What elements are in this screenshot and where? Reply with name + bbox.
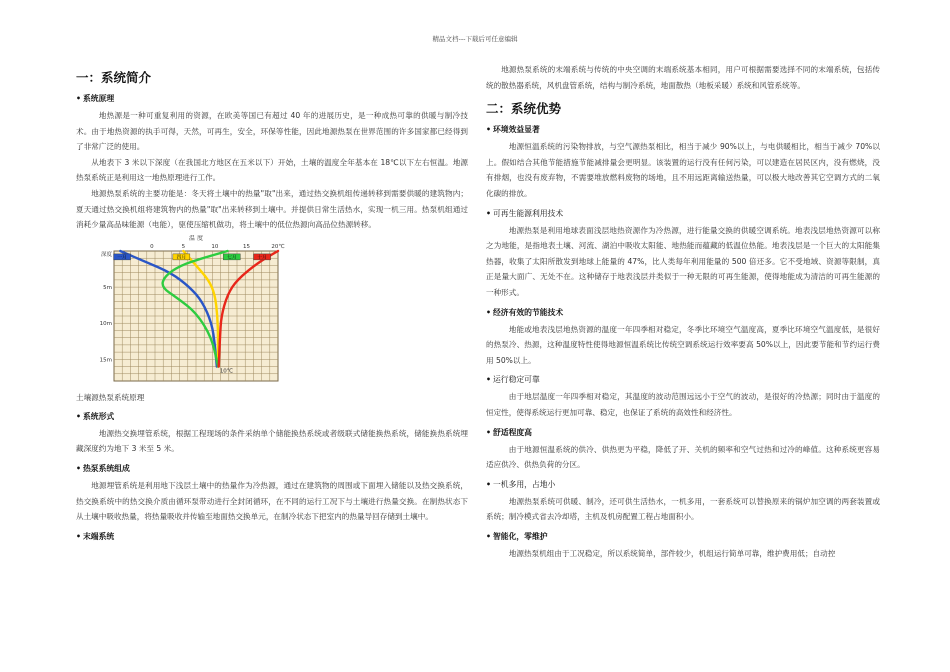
paragraph-renewable: 地源热泵是利用地球表面浅层地热资源作为冷热源，进行能量交换的供暖空调系统。地表浅层地热资源可以称之为地能，是指地表土壤、河流、湖泊中吸收太阳能、地热能而蕴藏的低温位热能。地表浅层是一个巨大的太阳能集热器，收集了太阳所散发到地球上能量的 47%，比人类每年利用能量的 500 倍还多。它不受地域、资源等限制，真正是量大面广、无处不在。这种储存于地表浅层并类似于一种无限的可再生能源，使得地能成为清洁的可再生能源的一种形式。: [486, 225, 880, 297]
paragraph-principle-2: 从地表下 3 米以下深度（在我国北方地区在五米以下）开始，土壤的温度全年基本在 18℃以下左右恒温。地源热泵系统正是利用这一地热原理进行工作。: [76, 157, 468, 183]
series-label: 一月: [117, 255, 127, 261]
paragraph-terminal: 地源热泵系统的末端系统与传统的中央空调的末端系统基本相同，用户可根据需要选择不同的末端系统，包括传统的散热器系统，风机盘管系统，结构与制冷系统，地面散热（地板采暖）系统和风管系统等。: [486, 65, 880, 90]
soil-temperature-chart: [86, 235, 286, 385]
x-axis-title: 温 度: [189, 234, 203, 242]
paragraph-environment: 地源恒温系统的污染物排放，与空气源热泵相比，相当于减少 90%以上，与电供暖相比，相当于减少 70%以上。假如结合其他节能措施节能减排量会更明显。该装置的运行没有任何污染，可以建造在居民区内，没有燃烧，没有排烟，也没有废弃物，不需要堆放燃料废物的场地，且不用远距离输送热量，可以极大地改善其它空调方式的二氧化碳的排放。: [486, 142, 880, 198]
heading-environment-text: 环境效益显著: [492, 125, 540, 135]
heading-principle-text: 系统原理: [82, 94, 115, 103]
paragraph-stable: 由于地层温度一年四季相对稳定，其温度的波动范围远远小于空气的波动，是很好的冷热源；同时由于温度的恒定性，使得系统运行更加可靠、稳定，也保证了系统的高效性和经济性。: [486, 392, 880, 417]
heading-stable-text: 运行稳定可靠: [492, 375, 540, 385]
series-label: 四月: [176, 255, 187, 261]
heading-composition-text: 热泵系统组成: [82, 463, 130, 473]
paragraph-composition: 地源埋管系统是利用地下浅层土壤中的热量作为冷热源，通过在建筑物的周围或下面埋入储能以及热交换系统，热交换系统中的热交换介质由循环泵带动进行全封闭循环，在不同的运行工况下与土壤进行热量交换。在制热状态下从土壤中吸收热量，将热量吸收并传输至地面热交换单元，在制冷状态下把室内的热量导回存储到土壤中。: [76, 480, 468, 522]
heading-renewable-text: 可再生能源利用技术: [492, 208, 564, 218]
heading-renewable: [486, 208, 880, 219]
x-tick-label: 5: [181, 243, 186, 250]
bullet-icon: •: [486, 479, 491, 489]
paragraph-form: 地源热交换埋管系统，根据工程现场的条件采纳单个储能换热系统或者级联式储能换热系统，储能换热系统埋藏深度约为地下 3 米至 5 米。: [76, 428, 468, 454]
heading-economy-text: 经济有效的节能技术: [492, 307, 564, 317]
paragraph-multi: 地源热泵系统可供暖、制冷，还可供生活热水，一机多用，一套系统可以替换原来的锅炉加空调的两套装置或系统；制冷模式省去冷却塔，主机及机房配置工程占地面积小。: [486, 496, 880, 522]
bullet-icon: •: [486, 375, 491, 385]
bullet-icon: •: [76, 94, 81, 103]
bullet-icon: •: [486, 208, 491, 218]
paragraph-principle-3: 地源热泵系统的主要功能是：冬天将土壤中的热量"取"出来，通过热交换机组传递转移到需要供暖的建筑物内；夏天通过热交换机组将建筑物内的热量"取"出来转移到土壤中。并提供日常生活热水，实现一机三用。热泵机组通过消耗少量高品味能源（电能），驱使压缩机做功，将土壤中的低位热源向高品位热源转移。: [76, 188, 468, 230]
chart-caption: 土壤源热泵系统原理: [76, 392, 145, 402]
heading-environment: [486, 124, 880, 135]
heading-smart-text: 智能化，零维护: [492, 531, 548, 541]
bullet-icon: •: [486, 125, 491, 135]
heading-stable: [486, 374, 880, 385]
y-tick-label: 15m: [99, 357, 112, 364]
paragraph-principle-1: 地热源是一种可重复利用的资源，在欧美等国已有超过 40 年的进展历史，是一种成热可靠的供暖与制冷技术。由于地热资源的执手可得，天然，可再生，安全，环保等性能，因此地源热泵在世界范围的许多国家都已经得到了非常广泛的使用。: [76, 111, 468, 152]
heading-composition: [76, 463, 468, 474]
left-column: [76, 62, 468, 546]
heading-smart: [486, 531, 880, 542]
heading-comfort: [486, 427, 880, 438]
paragraph-smart: 地源热泵机组由于工况稳定，所以系统简单，部件较少，机组运行简单可靠，维护费用低；自动控: [508, 548, 836, 558]
bullet-icon: •: [76, 463, 81, 473]
heading-form-text: 系统形式: [82, 411, 115, 421]
y-tick-label: 10m: [99, 320, 112, 327]
heading-economy: [486, 307, 880, 318]
x-tick-label: 20℃: [271, 243, 285, 250]
heading-principle: [76, 93, 468, 104]
y-tick-label: 5m: [103, 284, 112, 291]
series-label: 七月: [227, 255, 237, 261]
bullet-icon: •: [76, 411, 81, 421]
bullet-icon: •: [486, 531, 491, 541]
heading-comfort-text: 舒适程度高: [492, 427, 532, 437]
heading-terminal-text: 末端系统: [82, 531, 115, 541]
temperature-annotation: 10℃: [219, 368, 234, 375]
heading-form: [76, 411, 468, 422]
bullet-icon: •: [486, 307, 491, 317]
paragraph-economy: 地能或地表浅层地热资源的温度一年四季相对稳定，冬季比环境空气温度高，夏季比环境空气温度低，是很好的热泵冷、热源，这种温度特性使得地源恒温系统比传统空调系统运行效率要高 50%以上，因此要节能和节约运行费用 50%以上。: [486, 324, 880, 365]
section-title-intro: 一：系统简介: [76, 70, 152, 85]
paragraph-comfort: 由于地源恒温系统的供冷、供热更为平稳，降低了开、关机的频率和空气过热和过冷的峰值。这种系统更容易适应供冷、供热负荷的分区。: [486, 444, 880, 470]
bullet-icon: •: [486, 427, 491, 437]
heading-terminal: [76, 531, 468, 542]
right-column: [486, 62, 880, 561]
section-title-advantages: 二：系统优势: [486, 101, 562, 117]
y-axis-title: 深度: [100, 251, 112, 258]
heading-multi-text: 一机多用，占地小: [492, 479, 556, 489]
page-header: 精品文档---下载后可任意编辑: [432, 35, 518, 43]
bullet-icon: •: [76, 531, 81, 541]
heading-multi: [486, 479, 880, 490]
x-tick-label: 0: [150, 243, 154, 250]
x-tick-label: 10: [211, 243, 219, 250]
x-tick-label: 15: [242, 243, 250, 250]
series-label: 十月: [257, 255, 267, 261]
